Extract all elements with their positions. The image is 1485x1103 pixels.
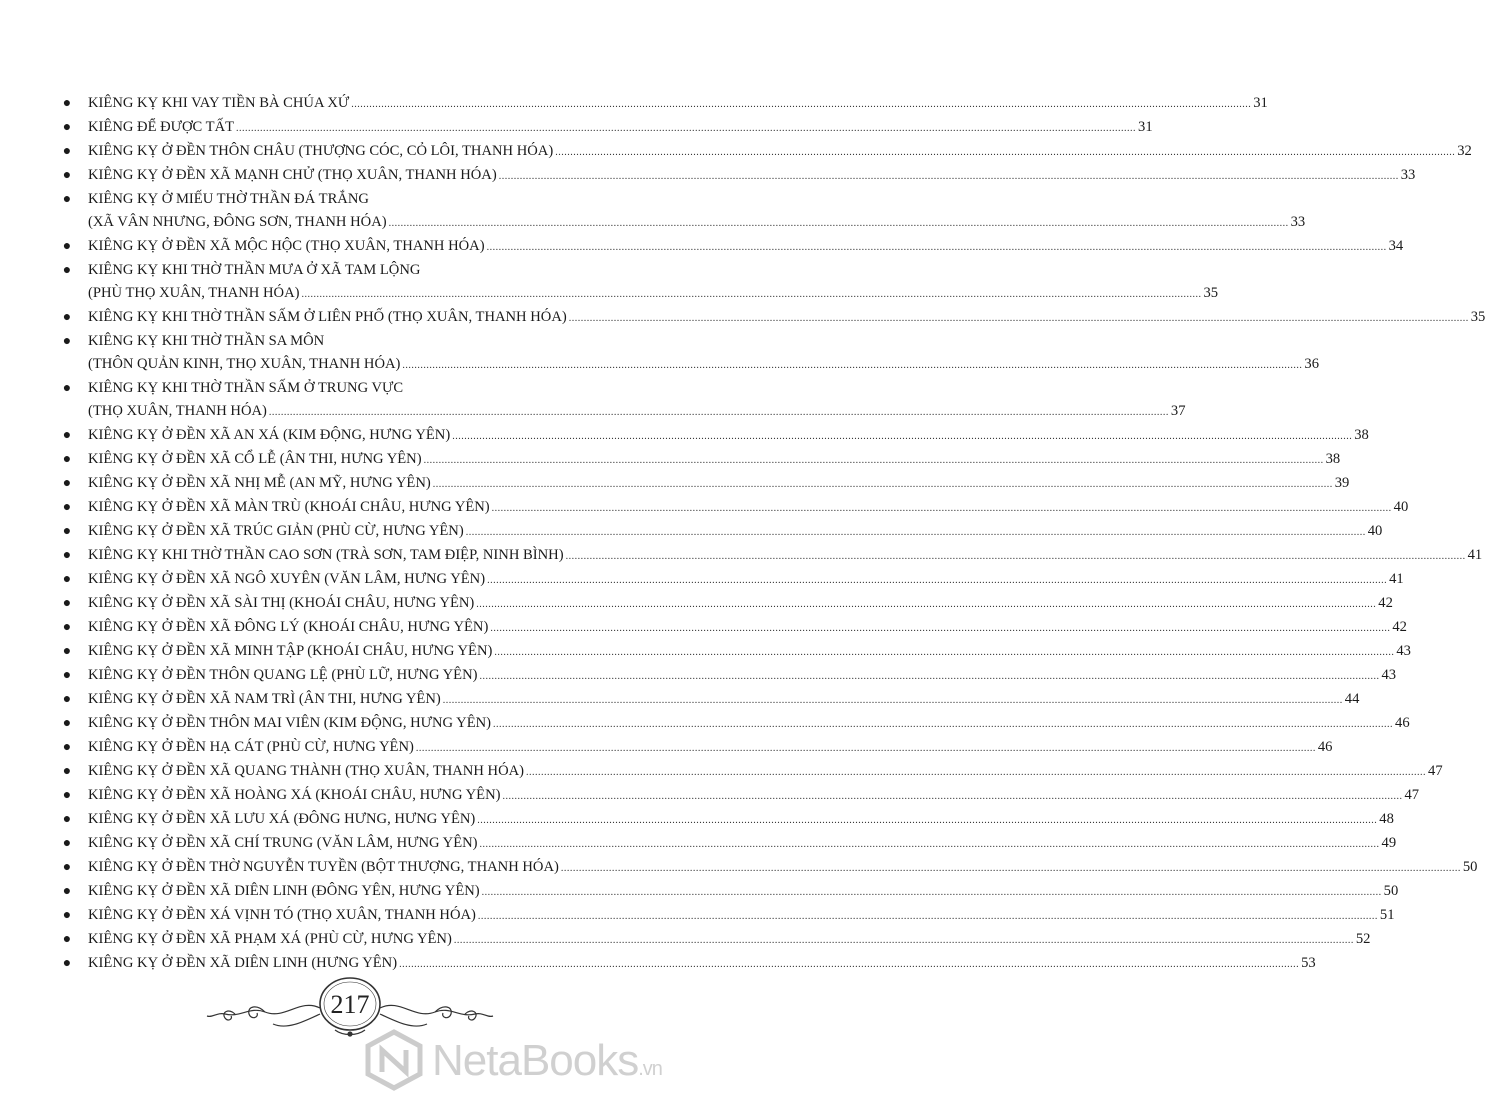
toc-entry-page: 32 [1457,143,1472,159]
toc-entry [62,164,1416,188]
toc-entry-page: 39 [1334,475,1350,491]
toc-entry-title: KIÊNG KỴ Ở ĐỀN XÃ DIÊN LINH (ĐÔNG YÊN, HƯNG YÊN) [88,883,480,899]
dot-leader: ............................................................................................................................................................................................................................................................................................................ [502,791,1403,802]
toc-entry-line [88,856,1478,880]
toc-entry-title: KIÊNG KỴ Ở ĐỀN XÃ MẠNH CHỬ (THỌ XUÂN, THANH HÓA) [88,167,497,183]
bullet-icon: ● [62,192,72,207]
dot-leader: ............................................................................................................................................................................................................................................................................................................ [388,218,1289,229]
bullet-icon: ● [62,644,72,659]
bullet-icon: ● [62,548,72,563]
toc-entry-title: KIÊNG KỴ KHI THỜ THẦN SẤM Ở LIÊN PHỐ (THỌ XUÂN, THANH HÓA) [88,309,567,325]
toc-entry [62,424,1369,448]
toc-entry-page: 50 [1383,883,1399,899]
toc-entry [62,592,1393,616]
dot-leader: ............................................................................................................................................................................................................................................................................................................ [442,695,1343,706]
bullet-icon: ● [62,812,72,827]
toc-entry-title: KIÊNG KỴ KHI THỜ THẦN CAO SƠN (TRÀ SƠN, TAM ĐIỆP, NINH BÌNH) [88,547,564,563]
toc-entry-page: 43 [1396,643,1411,659]
toc-entry-title: KIÊNG KỴ Ở ĐỀN XÁ VỊNH TÓ (THỌ XUÂN, THANH HÓA) [88,907,476,923]
toc-entry-page: 33 [1290,214,1306,230]
dot-leader: ............................................................................................................................................................................................................................................................................................................ [481,887,1382,898]
toc-entry-title: KIÊNG ĐỂ ĐƯỢC TẤT [88,119,235,135]
toc-entry-line [88,568,1404,592]
toc-entry-title: KIÊNG KỴ Ở ĐỀN XÃ ĐÔNG LÝ (KHOÁI CHÂU, HƯNG YÊN) [88,619,489,635]
toc-entry-title: KIÊNG KỴ KHI THỜ THẦN SẤM Ở TRUNG VỰC [88,380,404,396]
toc-entry-title: KIÊNG KỴ Ở ĐỀN XÃ MỘC HỘC (THỌ XUÂN, THANH HÓA) [88,238,485,254]
bullet-icon: ● [62,692,72,707]
toc-entry-title: KIÊNG KỴ Ở ĐỀN XÃ SÀI THỊ (KHOÁI CHÂU, HƯNG YÊN) [88,595,475,611]
dot-leader: ............................................................................................................................................................................................................................................................................................................ [479,671,1380,682]
toc-entry-page: 48 [1379,811,1394,827]
toc-entry-line [88,164,1416,188]
dot-leader: ............................................................................................................................................................................................................................................................................................................ [490,623,1391,634]
toc-entry-page: 50 [1462,859,1478,875]
bullet-icon: ● [62,932,72,947]
toc-entry-line [88,496,1409,520]
toc-entry-title: KIÊNG KỴ Ở ĐỀN XÃ MINH TẬP (KHOÁI CHÂU, HƯNG YÊN) [88,643,493,659]
toc-entry-page: 33 [1400,167,1416,183]
toc-entry-title: (PHÙ THỌ XUÂN, THANH HÓA) [88,285,300,301]
toc-entry [62,188,1306,235]
toc-entry-page: 31 [1253,95,1268,111]
bullet-icon: ● [62,476,72,491]
toc-entry-title: KIÊNG KỴ Ở ĐỀN XÃ CỔ LỄ (ÂN THI, HƯNG YÊN) [88,451,422,467]
bullet-icon: ● [62,956,72,971]
toc-entry-line [88,808,1394,832]
toc-entry-line [88,736,1333,760]
dot-leader: ............................................................................................................................................................................................................................................................................................................ [560,863,1461,874]
dot-leader: ............................................................................................................................................................................................................................................................................................................ [399,959,1300,970]
toc-entry-line [88,306,1485,330]
toc-entry-page: 37 [1170,403,1186,419]
toc-entry [62,520,1383,544]
toc-entry-line [88,664,1397,688]
toc-entry-line [88,472,1350,496]
toc-entry-line [88,211,1306,235]
dot-leader: ............................................................................................................................................................................................................................................................................................................ [476,599,1377,610]
dot-leader: ............................................................................................................................................................................................................................................................................................................ [526,767,1427,778]
toc-entry-title: KIÊNG KỴ Ở ĐỀN HẠ CÁT (PHÙ CỪ, HƯNG YÊN) [88,739,414,755]
toc-entry-line [88,784,1420,808]
toc-entry [62,856,1478,880]
watermark-text [432,1036,662,1086]
toc-entry [62,140,1472,164]
bullet-icon: ● [62,596,72,611]
toc-entry-line [88,140,1472,164]
toc-entry-title: KIÊNG KỴ Ở ĐỀN XÃ HOÀNG XÁ (KHOÁI CHÂU, HƯNG YÊN) [88,787,501,803]
toc-entry [62,712,1410,736]
toc-entry [62,448,1341,472]
toc-entry-title: (XÃ VÂN NHƯNG, ĐÔNG SƠN, THANH HÓA) [88,214,387,230]
dot-leader: ............................................................................................................................................................................................................................................................................................................ [498,171,1399,182]
toc-entry [62,472,1350,496]
toc-entry-line [88,330,638,353]
dot-leader: ............................................................................................................................................................................................................................................................................................................ [402,360,1303,371]
dot-leader: ............................................................................................................................................................................................................................................................................................................ [568,313,1469,324]
toc-entry-page: 38 [1354,427,1369,443]
toc-entry-line [88,282,1219,306]
toc-entry [62,330,1319,377]
toc-entry-title: KIÊNG KỴ Ở ĐỀN XÃ NHỊ MỄ (AN MỸ, HƯNG YÊN) [88,475,431,491]
toc-entry-line [88,520,1383,544]
toc-entry-title: (THỌ XUÂN, THANH HÓA) [88,403,267,419]
dot-leader: ............................................................................................................................................................................................................................................................................................................ [555,147,1456,158]
toc-entry-page: 43 [1381,667,1397,683]
bullet-icon: ● [62,334,72,349]
toc-entry-title: KIÊNG KỴ Ở ĐỀN XÃ AN XÁ (KIM ĐỘNG, HƯNG YÊN) [88,427,451,443]
bullet-icon: ● [62,884,72,899]
toc-entry-line [88,424,1369,448]
toc-entry-line [88,880,1399,904]
toc-entry-line [88,592,1393,616]
dot-leader: ............................................................................................................................................................................................................................................................................................................ [432,479,1333,490]
watermark [362,1026,692,1096]
toc-entry-line [88,92,1268,116]
dot-leader: ............................................................................................................................................................................................................................................................................................................ [565,551,1466,562]
bullet-icon: ● [62,96,72,111]
dot-leader: ............................................................................................................................................................................................................................................................................................................ [477,815,1378,826]
toc-entry-title: KIÊNG KỴ Ở ĐỀN XÃ NAM TRÌ (ÂN THI, HƯNG YÊN) [88,691,441,707]
toc-entry-page: 41 [1389,571,1404,587]
toc-entry-line [88,712,1410,736]
watermark-brand: NetaBooks [432,1036,639,1085]
toc-entry [62,760,1443,784]
toc-entry [62,568,1404,592]
toc-entry-page: 35 [1203,285,1219,301]
bullet-icon: ● [62,452,72,467]
bullet-icon: ● [62,120,72,135]
toc-entry [62,377,1186,424]
toc-entry-page: 47 [1404,787,1420,803]
toc-entry-title: KIÊNG KỴ Ở ĐỀN XÃ TRÚC GIẢN (PHÙ CỪ, HƯNG YÊN) [88,523,464,539]
toc-entry-line [88,188,638,211]
toc-entry-title: KIÊNG KỴ Ở ĐỀN THÔN QUANG LỆ (PHÙ LỮ, HƯNG YÊN) [88,667,478,683]
dot-leader: ............................................................................................................................................................................................................................................................................................................ [486,242,1387,253]
bullet-icon: ● [62,764,72,779]
toc-entry [62,640,1411,664]
toc-entry [62,496,1409,520]
toc-entry-page: 31 [1138,119,1153,135]
toc-entry-line [88,928,1371,952]
toc-entry [62,832,1397,856]
bullet-icon: ● [62,716,72,731]
bullet-icon: ● [62,572,72,587]
toc-entry [62,928,1371,952]
toc-entry-line [88,377,638,400]
toc-entry-line [88,116,1153,140]
dot-leader: ............................................................................................................................................................................................................................................................................................................ [236,123,1137,134]
bullet-icon: ● [62,428,72,443]
toc-entry-page: 46 [1317,739,1333,755]
toc-entry [62,92,1268,116]
bullet-icon: ● [62,740,72,755]
toc-entry-line [88,832,1397,856]
dot-leader: ............................................................................................................................................................................................................................................................................................................ [465,527,1366,538]
toc-entry-page: 38 [1325,451,1341,467]
toc-entry [62,544,1483,568]
toc-entry-title: KIÊNG KỴ Ở ĐỀN XÃ CHÍ TRUNG (VĂN LÂM, HƯNG YÊN) [88,835,478,851]
toc-entry-title: KIÊNG KỴ Ở ĐỀN XÃ QUANG THÀNH (THỌ XUÂN, THANH HÓA) [88,763,525,779]
toc-entry [62,664,1397,688]
toc-entry-page: 46 [1395,715,1410,731]
toc-entry-line [88,688,1360,712]
dot-leader: ............................................................................................................................................................................................................................................................................................................ [453,935,1354,946]
bullet-icon: ● [62,836,72,851]
toc-entry-line [88,640,1411,664]
bullet-icon: ● [62,239,72,254]
toc-entry-line [88,400,1186,424]
toc-entry-title: KIÊNG KỴ Ở ĐỀN XÃ PHẠM XÁ (PHÙ CỪ, HƯNG YÊN) [88,931,452,947]
toc-entry-page: 40 [1393,499,1409,515]
toc-entry-title: KIÊNG KỴ Ở ĐỀN THỜ NGUYỄN TUYỀN (BỘT THƯỢNG, THANH HÓA) [88,859,559,875]
dot-leader: ............................................................................................................................................................................................................................................................................................................ [415,743,1316,754]
toc-entry-title: KIÊNG KỴ Ở ĐỀN THÔN MAI VIÊN (KIM ĐỘNG, HƯNG YÊN) [88,715,492,731]
toc-entry [62,784,1420,808]
toc-entry [62,880,1399,904]
toc-entry-line [88,544,1483,568]
dot-leader: ............................................................................................................................................................................................................................................................................................................ [301,289,1202,300]
bullet-icon: ● [62,310,72,325]
dot-leader: ............................................................................................................................................................................................................................................................................................................ [493,719,1394,730]
toc-entry-title: KIÊNG KỴ KHI THỜ THẦN SA MÔN [88,333,325,349]
bullet-icon: ● [62,168,72,183]
watermark-suffix: .vn [638,1058,662,1080]
bullet-icon: ● [62,620,72,635]
toc-entry-title: KIÊNG KỴ Ở MIẾU THỜ THẦN ĐÁ TRẮNG [88,191,369,207]
toc-entry-page: 52 [1355,931,1371,947]
toc-entry-line [88,235,1404,259]
toc-entry-line [88,259,638,282]
toc-entry-page: 44 [1344,691,1360,707]
bullet-icon: ● [62,500,72,515]
toc-entry-title: KIÊNG KỴ KHI THỜ THẦN MƯA Ở XÃ TAM LỘNG [88,262,421,278]
toc-entry-page: 36 [1304,356,1319,372]
dot-leader: ............................................................................................................................................................................................................................................................................................................ [452,431,1353,442]
dot-leader: ............................................................................................................................................................................................................................................................................................................ [479,839,1380,850]
toc-entry-page: 51 [1379,907,1395,923]
toc-entry [62,688,1360,712]
bullet-icon: ● [62,668,72,683]
toc-entry [62,235,1404,259]
toc-entry-title: KIÊNG KỴ Ở ĐỀN XÃ DIÊN LINH (HƯNG YÊN) [88,955,398,971]
bullet-icon: ● [62,908,72,923]
toc-entry-page: 49 [1381,835,1397,851]
toc-entry-line [88,448,1341,472]
toc-entry [62,736,1333,760]
toc-entry [62,259,1219,306]
bullet-icon: ● [62,788,72,803]
bullet-icon: ● [62,381,72,396]
page-number: 217 [330,990,370,1019]
toc-entry-line [88,616,1407,640]
table-of-contents [62,92,1485,976]
toc-entry [62,306,1485,330]
netabooks-logo-icon [362,1028,426,1092]
toc-entry-line [88,353,1319,377]
toc-entry-page: 35 [1470,309,1485,325]
toc-entry-title: KIÊNG KỴ Ở ĐỀN XÃ NGÔ XUYÊN (VĂN LÂM, HƯNG YÊN) [88,571,486,587]
toc-entry-page: 41 [1467,547,1483,563]
toc-entry-line [88,760,1443,784]
toc-entry-page: 40 [1367,523,1383,539]
toc-entry-line [88,904,1395,928]
dot-leader: ............................................................................................................................................................................................................................................................................................................ [423,455,1324,466]
toc-entry [62,808,1394,832]
toc-entry-page: 53 [1301,955,1316,971]
toc-entry-title: KIÊNG KỴ Ở ĐỀN XÃ LƯU XÁ (ĐÔNG HƯNG, HƯNG YÊN) [88,811,476,827]
dot-leader: ............................................................................................................................................................................................................................................................................................................ [268,407,1169,418]
dot-leader: ............................................................................................................................................................................................................................................................................................................ [487,575,1388,586]
bullet-icon: ● [62,144,72,159]
toc-entry-page: 47 [1428,763,1443,779]
dot-leader: ............................................................................................................................................................................................................................................................................................................ [477,911,1378,922]
bullet-icon: ● [62,860,72,875]
dot-leader: ............................................................................................................................................................................................................................................................................................................ [491,503,1392,514]
dot-leader: ............................................................................................................................................................................................................................................................................................................ [494,647,1395,658]
toc-entry [62,616,1407,640]
toc-entry-title: KIÊNG KỴ KHI VAY TIỀN BÀ CHÚA XỨ [88,95,350,111]
dot-leader: ............................................................................................................................................................................................................................................................................................................ [351,99,1252,110]
toc-entry-page: 42 [1378,595,1393,611]
toc-entry-title: KIÊNG KỴ Ở ĐỀN XÃ MÀN TRÙ (KHOÁI CHÂU, HƯNG YÊN) [88,499,490,515]
toc-entry [62,116,1153,140]
bullet-icon: ● [62,524,72,539]
toc-entry-page: 34 [1388,238,1404,254]
toc-entry-title: (THÔN QUẢN KINH, THỌ XUÂN, THANH HÓA) [88,356,401,372]
toc-entry-page: 42 [1392,619,1407,635]
toc-entry [62,904,1395,928]
toc-entry-title: KIÊNG KỴ Ở ĐỀN THÔN CHÂU (THƯỢNG CÓC, CỎ LÔI, THANH HÓA) [88,143,554,159]
bullet-icon: ● [62,263,72,278]
